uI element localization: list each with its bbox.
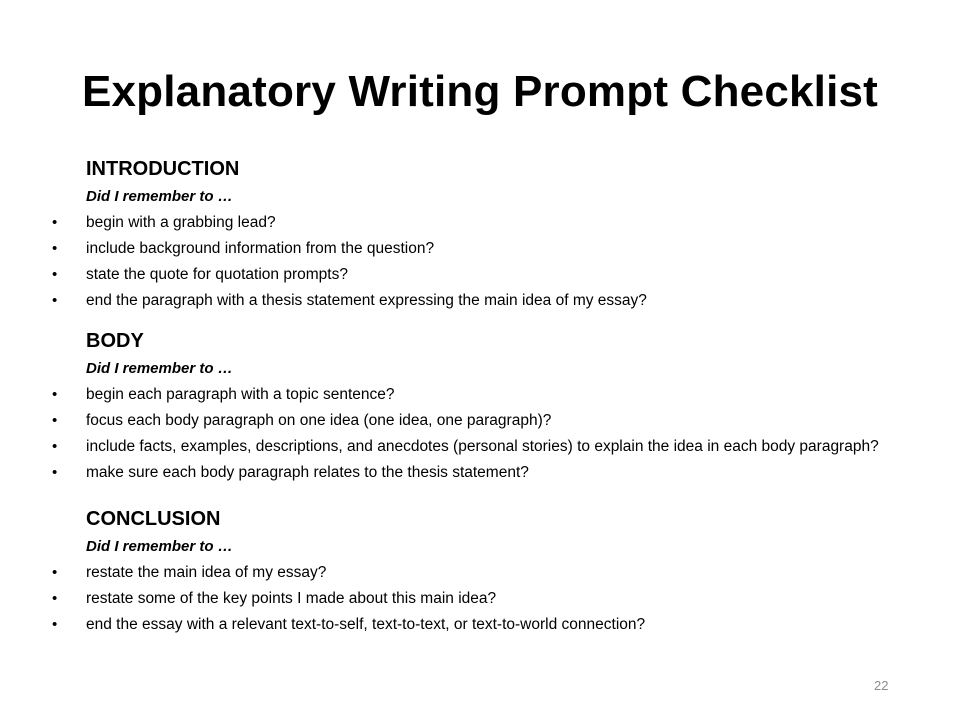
list-item (52, 434, 932, 460)
list-item-text: state the quote for quotation prompts? (86, 266, 348, 283)
list-item-text: include facts, examples, descriptions, and anecdotes (personal stories) to explain the idea in each body paragraph? (86, 438, 879, 455)
list-item-text: focus each body paragraph on one idea (one idea, one paragraph)? (86, 412, 552, 429)
section-heading: CONCLUSION (86, 508, 221, 530)
list-item-text: include background information from the question? (86, 240, 435, 257)
bullet-icon: • (52, 438, 58, 455)
bullet-icon: • (52, 564, 58, 581)
bullet-icon: • (52, 240, 58, 257)
list-item (52, 382, 932, 408)
list-item (52, 288, 932, 314)
section-subheading: Did I remember to … (86, 538, 233, 555)
list-item (52, 460, 932, 486)
list-item-text: restate the main idea of my essay? (86, 564, 327, 581)
section-subheading: Did I remember to … (86, 188, 233, 205)
bullet-icon: • (52, 412, 58, 429)
list-item (52, 236, 932, 262)
list-item (52, 408, 932, 434)
checklist-items (52, 382, 932, 486)
section-heading: BODY (86, 330, 144, 352)
checklist-items (52, 210, 932, 314)
list-item-text: end the essay with a relevant text-to-self, text-to-text, or text-to-world connection? (86, 616, 646, 633)
bullet-icon: • (52, 616, 58, 633)
section-body (52, 326, 932, 486)
section-heading: INTRODUCTION (86, 158, 240, 180)
checklist-items (52, 560, 932, 638)
bullet-icon: • (52, 266, 58, 283)
list-item-text: make sure each body paragraph relates to the thesis statement? (86, 464, 529, 481)
page-number: 22 (874, 678, 889, 693)
list-item (52, 262, 932, 288)
bullet-icon: • (52, 214, 58, 231)
bullet-icon: • (52, 590, 58, 607)
list-item (52, 612, 932, 638)
checklist-content (52, 154, 932, 638)
list-item-text: begin each paragraph with a topic sentence? (86, 386, 395, 403)
list-item (52, 210, 932, 236)
section-subheading: Did I remember to … (86, 360, 233, 377)
list-item (52, 560, 932, 586)
slide-title: Explanatory Writing Prompt Checklist (81, 67, 879, 116)
list-item-text: begin with a grabbing lead? (86, 214, 276, 231)
list-item-text: end the paragraph with a thesis statement expressing the main idea of my essay? (86, 292, 647, 309)
list-item-text: restate some of the key points I made about this main idea? (86, 590, 497, 607)
list-item (52, 586, 932, 612)
bullet-icon: • (52, 292, 58, 309)
section-conclusion (52, 504, 932, 638)
bullet-icon: • (52, 386, 58, 403)
bullet-icon: • (52, 464, 58, 481)
section-introduction (52, 154, 932, 314)
